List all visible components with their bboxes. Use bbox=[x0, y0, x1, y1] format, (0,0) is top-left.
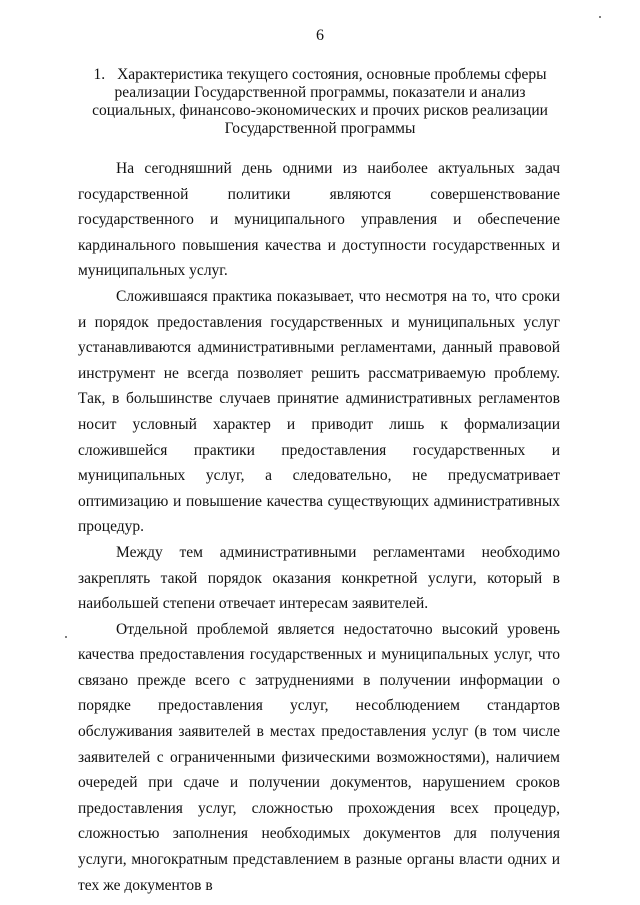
section-heading bbox=[80, 66, 560, 138]
paragraph-4: Отдельной проблемой является недостаточно высокий уровень качества предоставления государственных и муниципальных услуг, что связано прежде всего с затруднениями в получении информации о порядке предоставления услуг, несоблюдением стандартов обслуживания заявителей в местах предоставления услуг (в том числе заявителей с ограниченными физическими возможностями), наличием очередей при сдаче и получении документов, нарушением сроков предоставления услуг, сложностью прохождения всех процедур, сложностью заполнения необходимых документов для получения услуги, многократным представлением в разные органы власти одних и тех же документов в bbox=[78, 620, 560, 894]
paragraph-2: Сложившаяся практика показывает, что несмотря на то, что сроки и порядок предоставления государственных и муниципальных услуг устанавливаются административными регламентами, данный правовой инструмент не всегда позволяет решить рассматриваемую проблему. Так, в большинстве случаев принятие административных регламентов носит условный характер и приводит лишь к формализации сложившейся практики предоставления государственных и муниципальных услуг, а следовательно, не предусматривает оптимизацию и повышение качества существующих административных процедур. bbox=[78, 287, 560, 536]
document-body bbox=[78, 156, 560, 898]
section-number: 1. bbox=[93, 66, 106, 83]
page-number: 6 bbox=[316, 27, 324, 44]
scan-speck bbox=[599, 16, 601, 18]
paragraph-3: Между тем административными регламентами необходимо закреплять такой порядок оказания конкретной услуги, который в наибольшей степени отвечает интересам заявителей. bbox=[78, 543, 560, 613]
scan-speck bbox=[65, 636, 67, 638]
section-title: Характеристика текущего состояния, основные проблемы сферы реализации Государственной программы, показатели и анализ социальных, финансово-экономических и прочих рисков реализации Государственной программы bbox=[92, 66, 548, 137]
paragraph-1: На сегодняшний день одними из наиболее актуальных задач государственной политики являются совершенствование государственного и муниципального управления и обеспечение кардинального повышения качества и доступности государственных и муниципальных услуг. bbox=[78, 160, 560, 280]
